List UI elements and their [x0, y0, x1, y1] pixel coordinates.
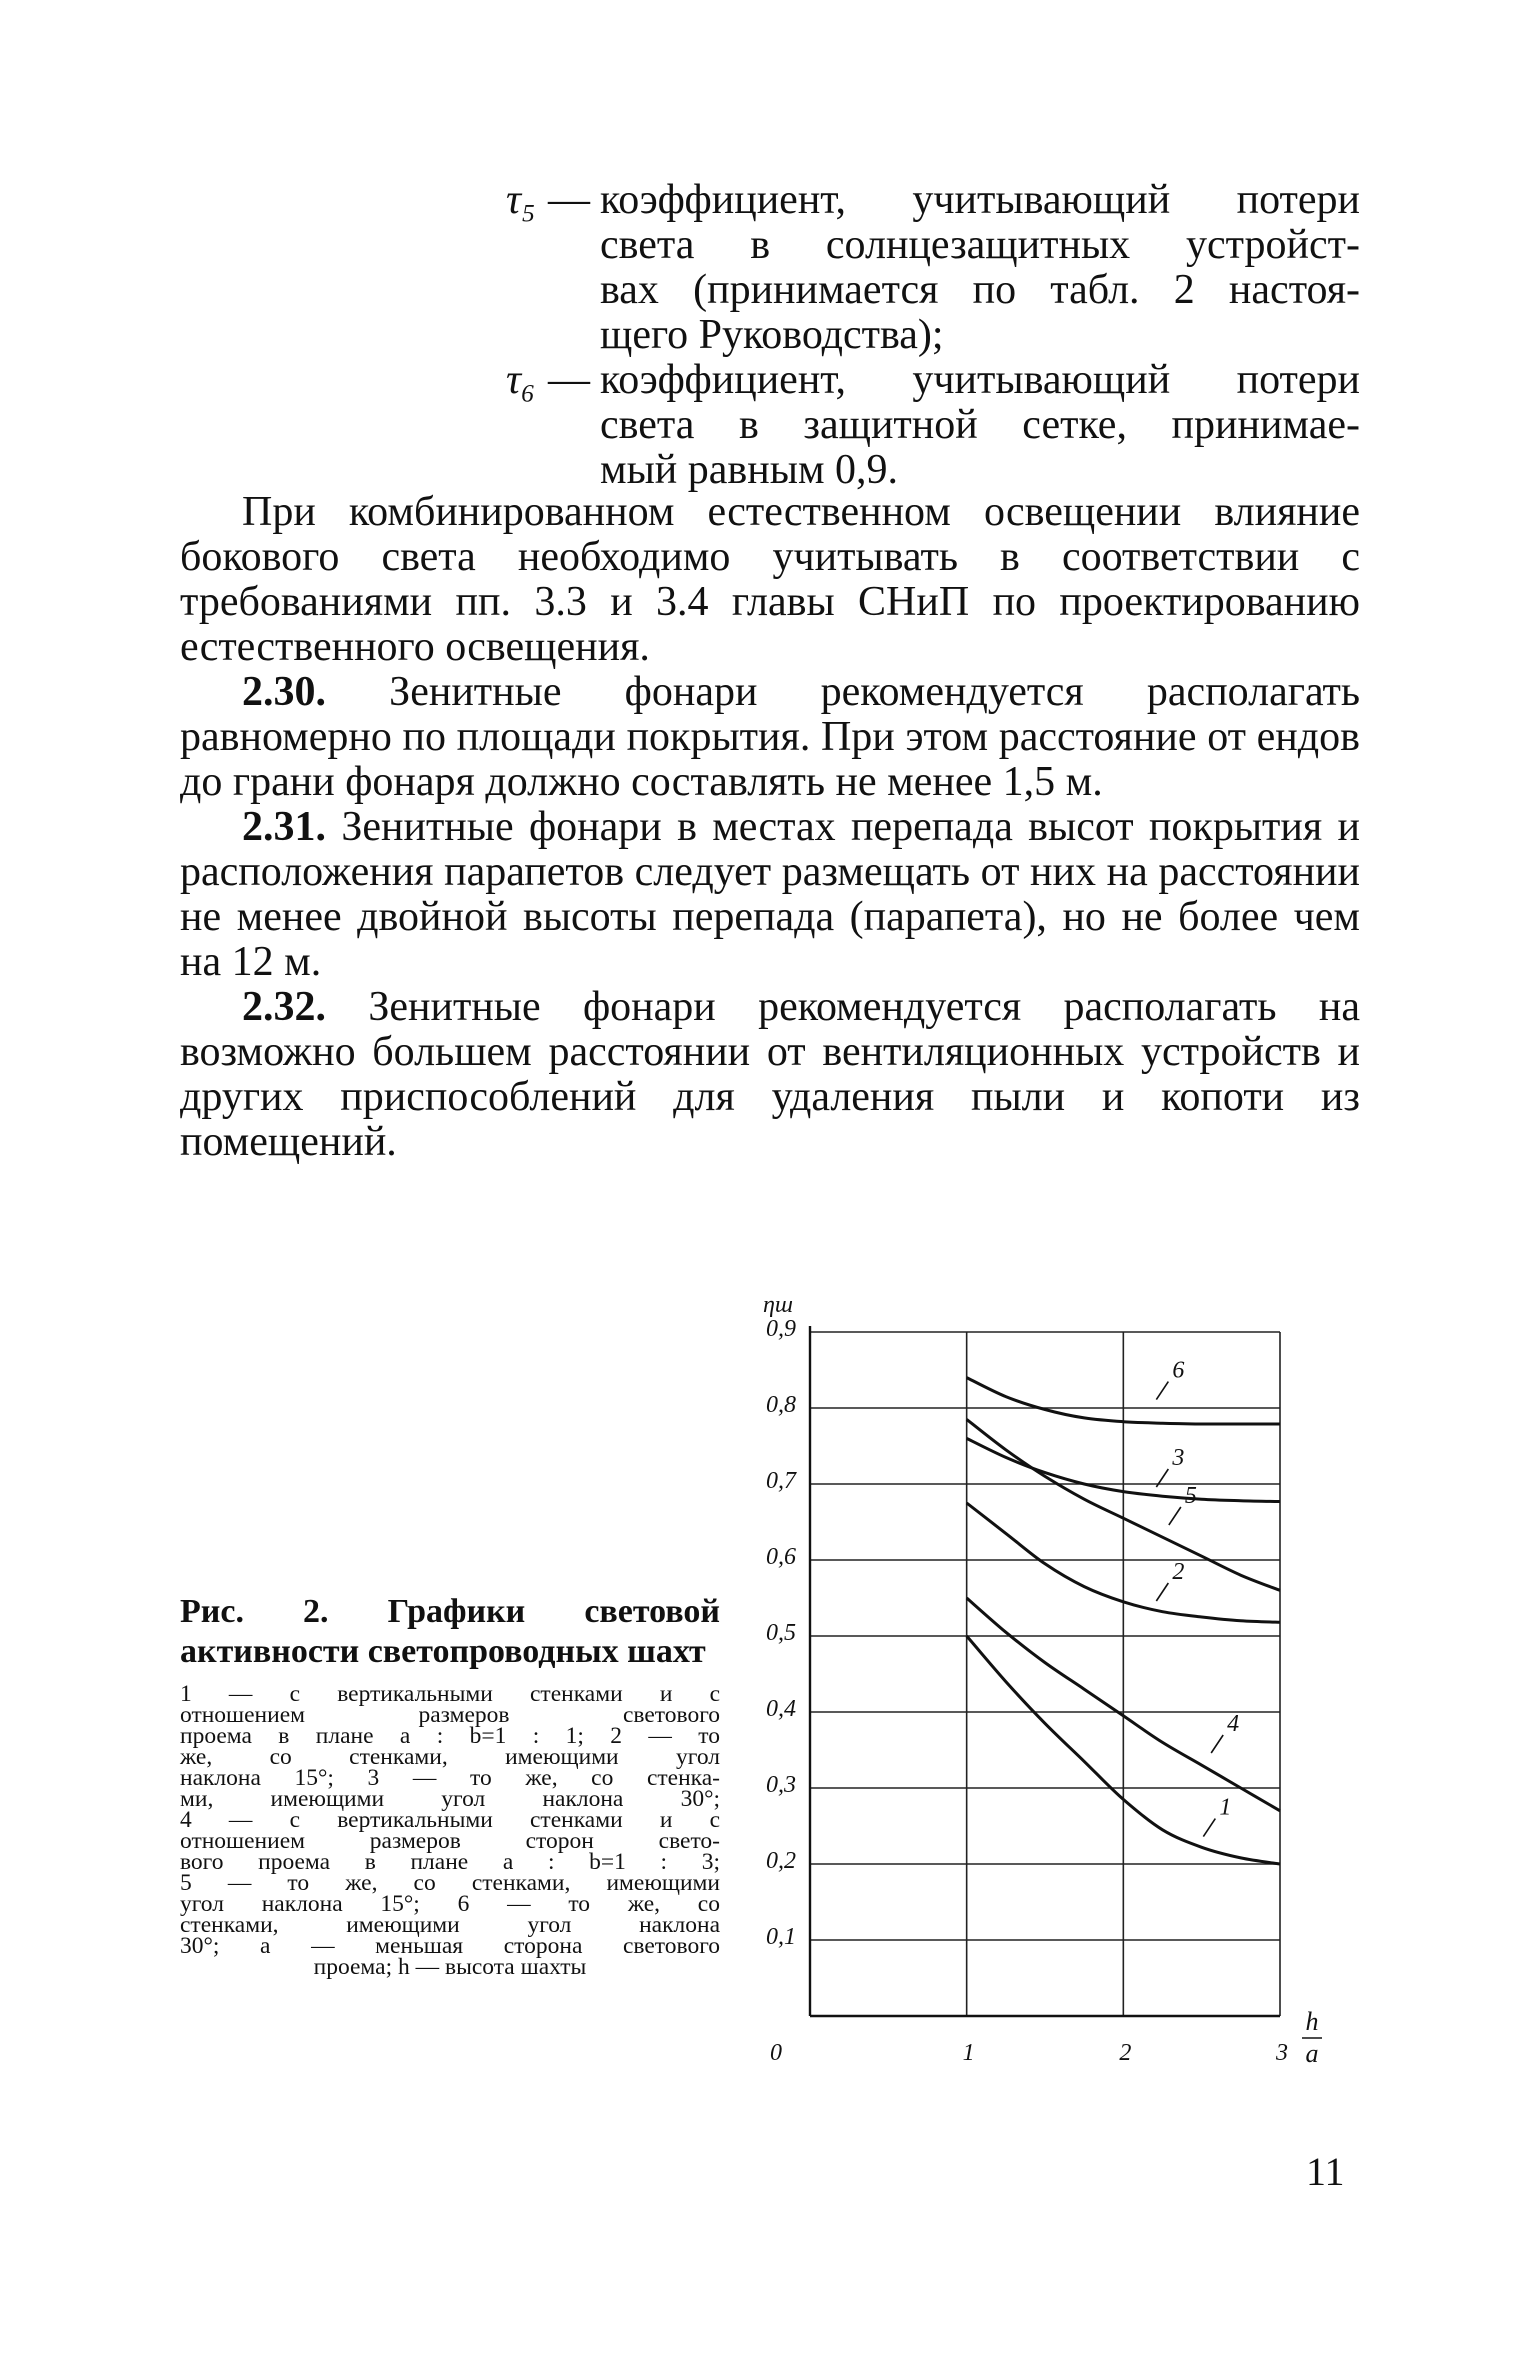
symbol-definitions [450, 178, 1360, 493]
x-tick-label: 2 [1119, 2040, 1132, 2066]
y-tick-label: 0,1 [766, 1924, 796, 1950]
x-tick-label: 3 [1276, 2040, 1288, 2066]
figure-description [180, 1681, 720, 1980]
curve-label: 2 [1172, 1559, 1185, 1585]
y-tick-label: 0,6 [766, 1544, 796, 1570]
figure-description-line: угол наклона 15°; 6 — то же, со [180, 1891, 720, 1917]
paragraph [180, 490, 1360, 670]
paragraph [180, 985, 1360, 1165]
figure-description-line: вого проема в плане a : b=1 : 3; [180, 1849, 720, 1875]
figure-description-line: 4 — с вертикальными стенками и с [180, 1807, 720, 1833]
curve-label-leader [1156, 1382, 1168, 1400]
definition-dash: — [548, 357, 590, 403]
page-number: 11 [1306, 2149, 1345, 2194]
y-tick-label: 0,9 [766, 1316, 796, 1342]
definition-item [450, 178, 1360, 358]
curve-label: 6 [1172, 1357, 1185, 1384]
x-tick-label: 1 [962, 2040, 975, 2066]
definition-line: щего Руководства); [600, 312, 944, 358]
y-tick-label: 0,2 [766, 1848, 796, 1874]
definition-line: вах (принимается по табл. 2 настоя- [600, 267, 1360, 313]
paragraph [180, 670, 1360, 805]
curve-label-leader [1169, 1507, 1181, 1525]
figure-description-line: 5 — то же, со стенками, имеющими [180, 1870, 720, 1896]
definition-line: света в солнцезащитных устройст- [600, 222, 1360, 268]
figure-title: Рис. 2. Графики световой активности светопроводных шахт [180, 1593, 720, 1670]
figure-description-line: же, со стенками, имеющими угол [180, 1744, 720, 1770]
curve-label-leader [1156, 1583, 1168, 1601]
definition-line: мый равным 0,9. [600, 447, 899, 493]
figure-description-line: отношением размеров сторон свето- [180, 1828, 720, 1854]
paragraph [180, 805, 1360, 985]
curve-label-leader [1203, 1819, 1215, 1837]
figure-description-line: ми, имеющими угол наклона 30°; [180, 1786, 720, 1812]
definition-symbol: τ₆ [506, 357, 536, 403]
figure-description-line: проема; h — высота шахты [313, 1954, 587, 1980]
light-activity-chart [740, 1270, 1330, 2100]
figure-description-line: отношением размеров светового [180, 1702, 720, 1728]
paragraph-number: 2.31. [242, 804, 326, 850]
paragraph-number: 2.30. [242, 669, 326, 715]
paragraph-text: Зенитные фонари рекомендуется располагать на возможно большем расстоянии от вентиляционных устройств и других приспособлений для удаления пыли и копоти из помещений. [180, 984, 1360, 1165]
x-axis-label-numerator: h [1305, 2007, 1319, 2036]
figure-description-line: стенками, имеющими угол наклона [180, 1912, 720, 1938]
curve-label: 4 [1227, 1711, 1240, 1737]
paragraph-number: 2.32. [242, 984, 326, 1030]
definition-line: коэффициент, учитывающий потери [600, 177, 1360, 223]
definition-dash: — [548, 177, 590, 223]
curve-label-leader [1211, 1735, 1223, 1753]
figure-description-line: 1 — с вертикальными стенками и с [180, 1681, 720, 1707]
y-tick-label: 0,3 [766, 1772, 796, 1798]
figure-description-line: наклона 15°; 3 — то же, со стенка- [180, 1765, 720, 1791]
y-tick-label: 0,7 [766, 1468, 796, 1494]
body-text [180, 490, 1360, 1165]
definition-line: коэффициент, учитывающий потери [600, 357, 1360, 403]
y-tick-label: 0,5 [766, 1620, 796, 1646]
curve-label: 3 [1172, 1445, 1185, 1471]
x-axis-label-denominator: a [1305, 2039, 1319, 2068]
paragraph-text: Зенитные фонари в местах перепада высот покрытия и расположения парапетов следует размещать от них на расстоянии не менее двойной высоты перепада (парапета), но не более чем на 12 м. [180, 804, 1360, 985]
y-tick-label: 0,8 [766, 1392, 796, 1418]
figure-description-line: проема в плане a : b=1 : 1; 2 — то [180, 1723, 720, 1749]
y-axis-label: ηш [762, 1292, 794, 1318]
figure-caption [180, 1592, 720, 1978]
paragraph-text: При комбинированном естественном освещении влияние бокового света необходимо учитывать в соответствии с требованиями пп. 3.3 и 3.4 главы СНиП по проектированию естественного освещения. [180, 489, 1360, 670]
definition-line: света в защитной сетке, принимае- [600, 402, 1360, 448]
figure-description-line: 30°; a — меньшая сторона светового [180, 1933, 720, 1959]
curve-label: 1 [1219, 1794, 1232, 1821]
definition-symbol: τ₅ [506, 177, 536, 223]
y-tick-label: 0,4 [766, 1696, 796, 1722]
curve-label: 5 [1184, 1483, 1197, 1509]
paragraph-text: Зенитные фонари рекомендуется располагать равномерно по площади покрытия. При этом расстояние от ендов до грани фонаря должно составлять не менее 1,5 м. [180, 669, 1361, 805]
x-tick-label: 0 [770, 2040, 782, 2066]
definition-item [450, 358, 1360, 493]
